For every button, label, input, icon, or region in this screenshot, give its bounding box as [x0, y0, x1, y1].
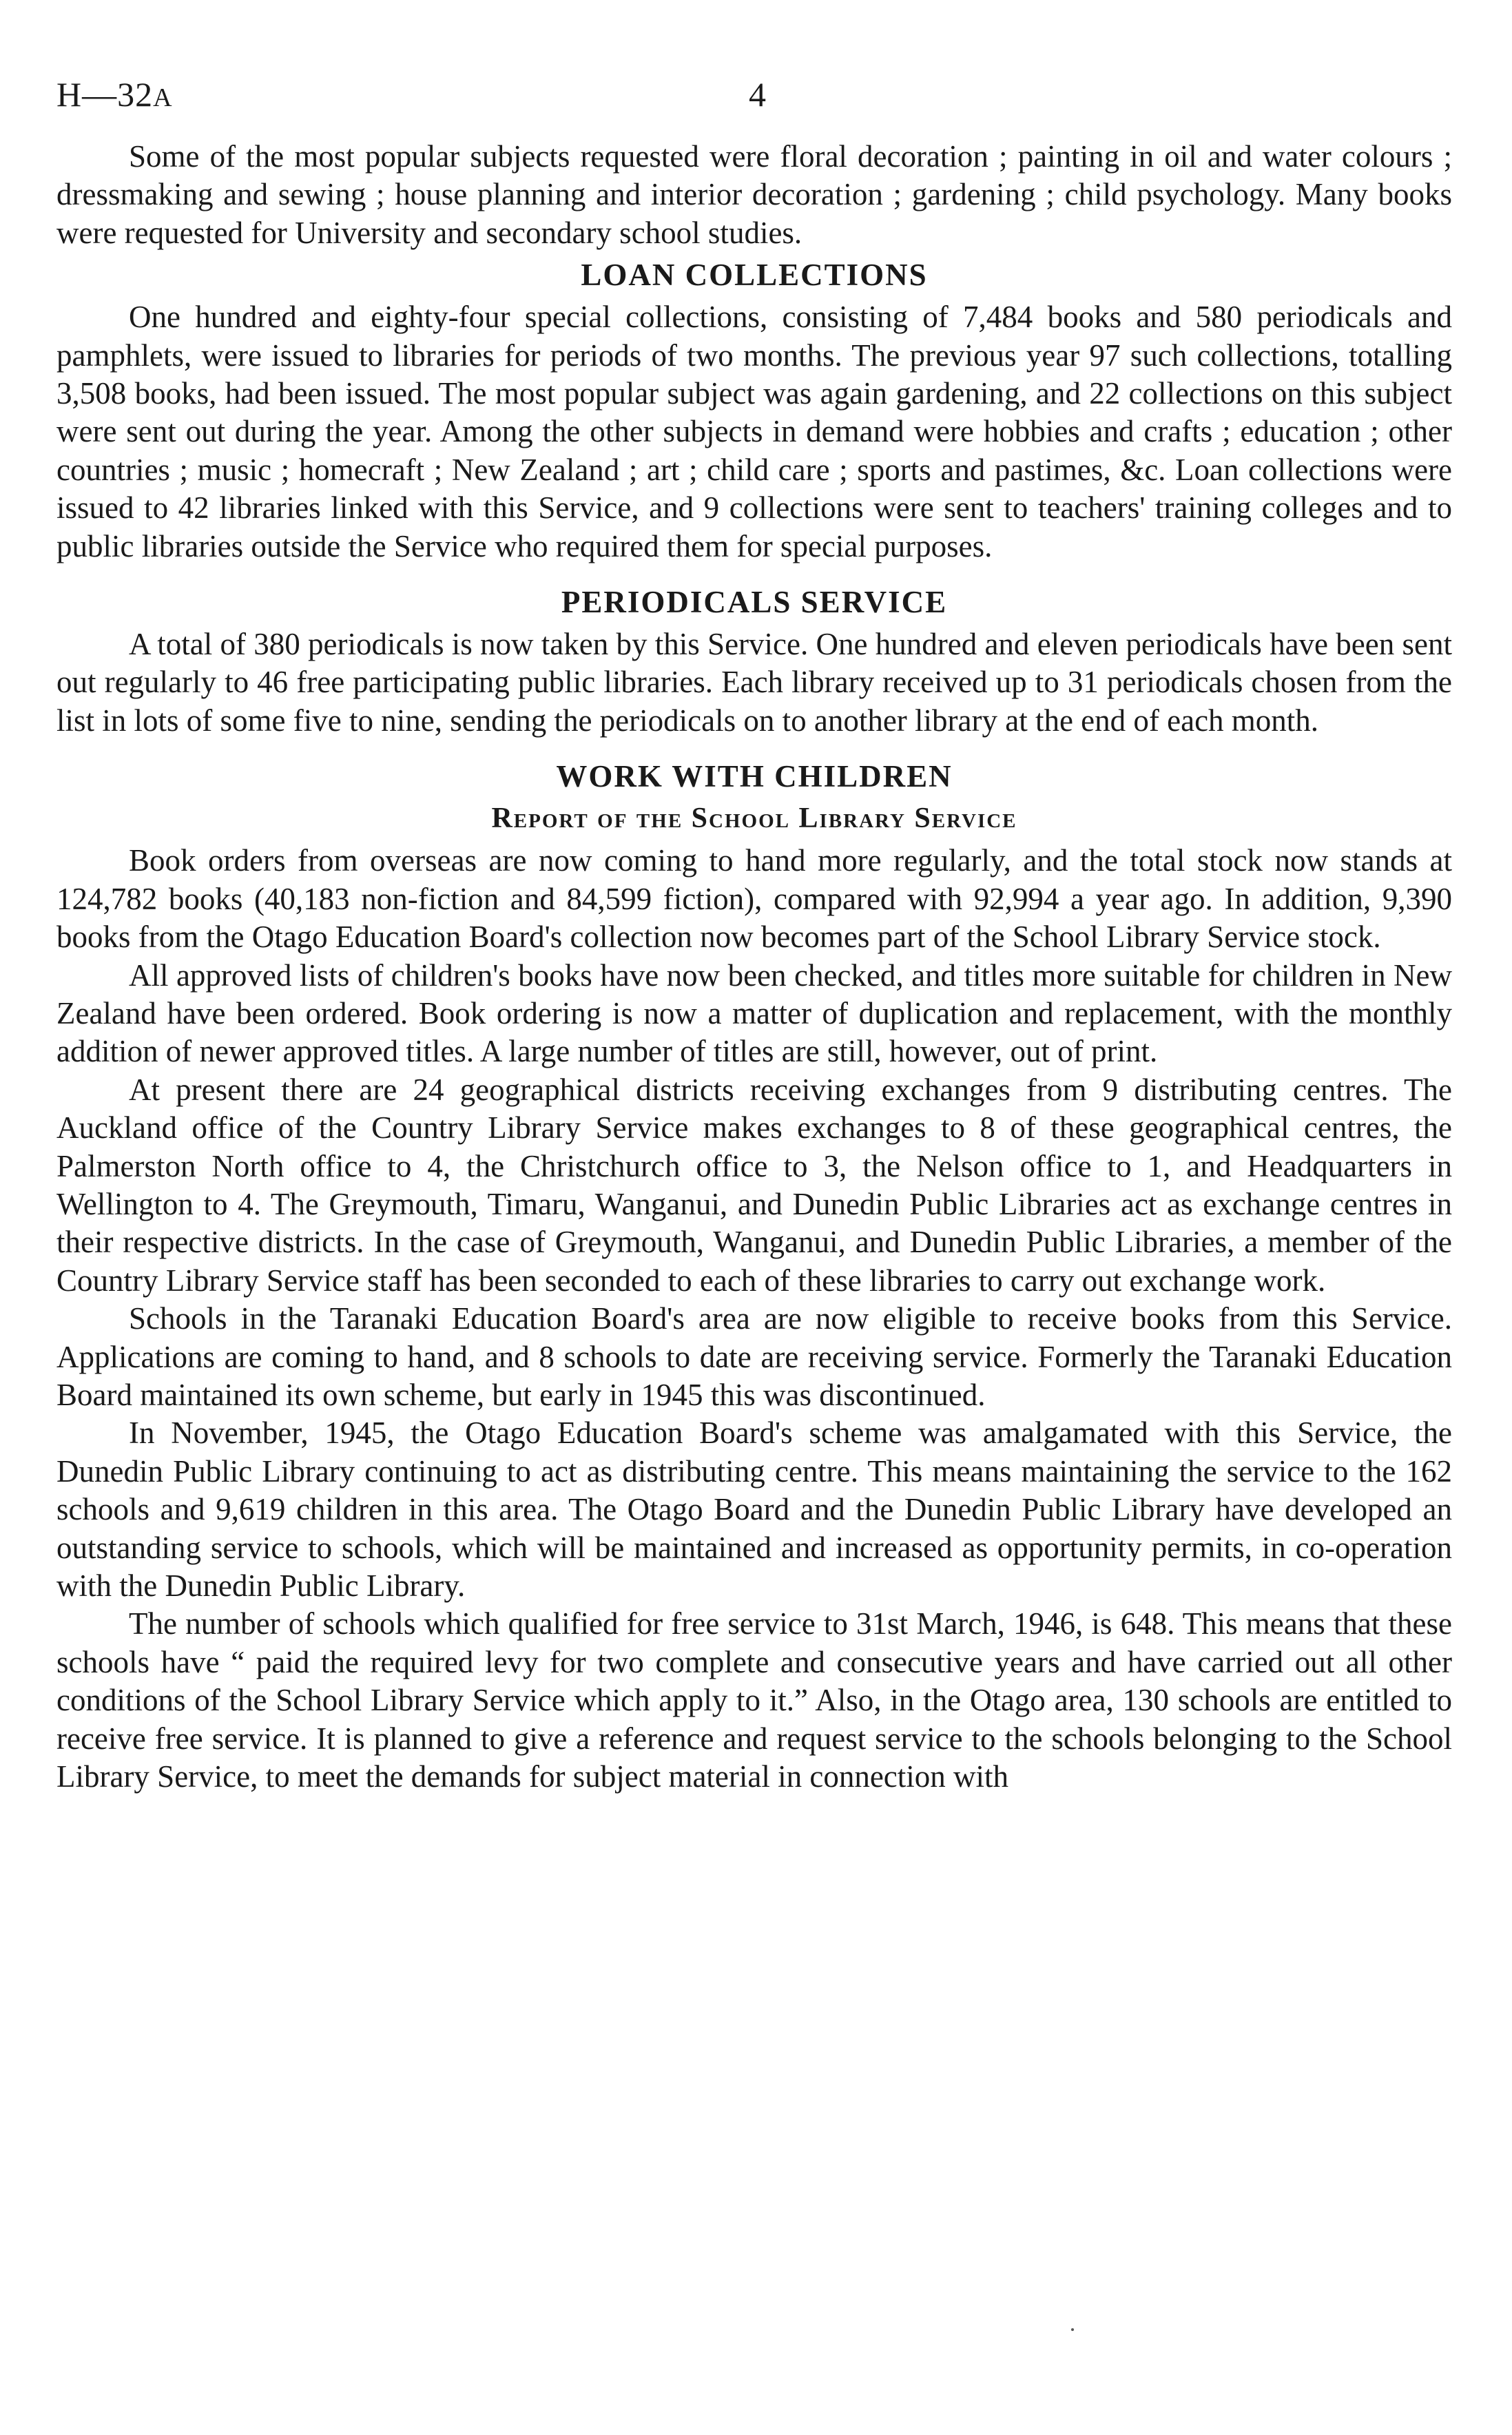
periodicals-service-heading: PERIODICALS SERVICE — [561, 585, 948, 620]
intro-paragraph-1: Some of the most popular subjects requested were floral decoration ; painting in oil and water colours ; dressmaking and sewing ; house planning and interior decoration ; gardening ; child psychology. Many books were requested for University and secondary school studies. — [56, 139, 1452, 250]
page-header — [56, 0, 1452, 138]
loan-collections-heading: LOAN COLLECTIONS — [581, 258, 928, 293]
periodicals-service-paragraph-1: A total of 380 periodicals is now taken by this Service. One hundred and eleven periodicals have been sent out regularly to 46 free participating public libraries. Each library received up to 31 periodicals chosen from the list in lots of some five to nine, sending the periodicals on to another library at the end of each month. — [56, 627, 1452, 738]
document-reference-prefix: H—32 — [56, 75, 154, 114]
intro-section — [56, 138, 1452, 252]
document-reference-suffix: A — [153, 83, 173, 112]
document-reference — [56, 74, 173, 114]
work-with-children-paragraph-5: In November, 1945, the Otago Education Board's scheme was amalgamated with this Service, the Dunedin Public Library continuing to act as distributing centre. This means maintaining the service to the 162 schools and 9,619 children in this area. The Otago Board and the Dunedin Public Library have developed an outstanding service to schools, which will be maintained and increased as opportunity permits, in co-operation with the Dunedin Public Library. — [56, 1416, 1452, 1603]
page-number: 4 — [749, 75, 766, 114]
work-with-children-paragraph-1: Book orders from overseas are now coming to hand more regularly, and the total stock now stands at 124,782 books (40,183 non-fiction and 84,599 fiction), compared with 92,994 a year ago. In addition, 9,390 books from the Otago Education Board's collection now becomes part of the School Library Service stock. — [56, 843, 1452, 955]
work-with-children-paragraph-2: All approved lists of children's books have now been checked, and titles more suitable for children in New Zealand have been ordered. Book ordering is now a matter of duplication and replacement, with the monthly addition of newer approved titles. A large number of titles are still, however, out of print. — [56, 957, 1452, 1069]
work-with-children-paragraph-4: Schools in the Taranaki Education Board's area are now eligible to receive books from this Service. Applications are coming to hand, and 8 schools to date are receiving service. Formerly the Taranaki Education Board maintained its own scheme, but early in 1945 this was discontinued. — [56, 1301, 1452, 1412]
document-page — [56, 0, 1452, 1796]
loan-collections-paragraph-1: One hundred and eighty-four special collections, consisting of 7,484 books and 580 periodicals and pamphlets, were issued to libraries for periods of two months. The previous year 97 such collections, totalling 3,508 books, had been issued. The most popular subject was again gardening, and 22 collections on this subject were sent out during the year. Among the other subjects in demand were hobbies and crafts ; education ; other countries ; music ; homecraft ; New Zealand ; art ; child care ; sports and pastimes, &c. Loan collections were issued to 42 libraries linked with this Service, and 9 collections were sent to teachers' training colleges and to public libraries outside the Service who required them for special purposes. — [56, 300, 1452, 563]
school-library-service-subheading: Report of the School Library Service — [491, 802, 1017, 835]
work-with-children-paragraph-6: The number of schools which qualified for free service to 31st March, 1946, is 648. This means that these schools have “ paid the required levy for two complete and consecutive years and have carried out all other conditions of the School Library Service which apply to it.” Also, in the Otago area, 130 schools are entitled to receive free service. It is planned to give a reference and request service to the schools belonging to the School Library Service, to meet the demands for subject material in connection with — [56, 1606, 1452, 1794]
scan-speck — [1071, 2328, 1074, 2331]
work-with-children-paragraph-3: At present there are 24 geographical districts receiving exchanges from 9 distributing centres. The Auckland office of the Country Library Service makes exchanges to 8 of these geographical centres, the Palmerston North office to 4, the Christchurch office to 3, the Nelson office to 1, and Headquarters in Wellington to 4. The Greymouth, Timaru, Wanganui, and Dunedin Public Libraries act as exchange centres in their respective districts. In the case of Greymouth, Wanganui, and Dunedin Public Libraries, a member of the Country Library Service staff has been seconded to each of these libraries to carry out exchange work. — [56, 1072, 1452, 1298]
loan-collections-section — [56, 256, 1452, 566]
periodicals-service-section — [56, 583, 1452, 740]
work-with-children-section — [56, 758, 1452, 1796]
document-body — [56, 138, 1452, 1796]
work-with-children-heading: WORK WITH CHILDREN — [556, 759, 953, 794]
